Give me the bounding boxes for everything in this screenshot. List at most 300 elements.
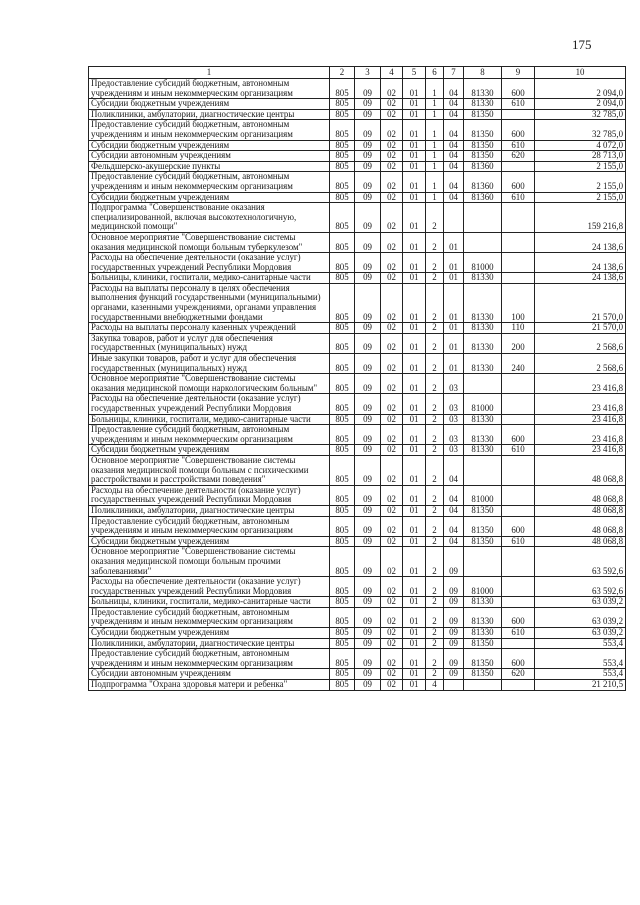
row-code-cell: 81330: [464, 628, 502, 639]
row-code-cell: 805: [330, 445, 355, 456]
table-row: [89, 505, 626, 516]
table-row: [89, 99, 626, 110]
row-code-cell: 09: [355, 354, 381, 374]
row-code-cell: 81350: [464, 649, 502, 669]
row-code-cell: 01: [444, 232, 464, 252]
row-code-cell: 81330: [464, 273, 502, 284]
table-row: [89, 425, 626, 445]
row-code-cell: 600: [502, 649, 535, 669]
table-row: [89, 597, 626, 608]
row-code-cell: 02: [381, 414, 403, 425]
table-row: [89, 516, 626, 536]
row-code-cell: 09: [355, 374, 381, 394]
row-code-cell: 81350: [464, 505, 502, 516]
row-code-cell: 1: [426, 192, 444, 203]
table-row: [89, 445, 626, 456]
column-header: 3: [355, 67, 381, 79]
row-code-cell: 09: [355, 323, 381, 334]
table-row: [89, 253, 626, 273]
row-code-cell: 02: [381, 232, 403, 252]
row-code-cell: 09: [444, 638, 464, 649]
row-code-cell: 09: [355, 597, 381, 608]
row-code-cell: 2: [426, 394, 444, 414]
row-code-cell: 200: [502, 333, 535, 353]
row-code-cell: [502, 547, 535, 577]
row-code-cell: 805: [330, 638, 355, 649]
row-code-cell: [502, 232, 535, 252]
row-amount-cell: 23 416,8: [535, 394, 626, 414]
row-amount-cell: 2 568,6: [535, 354, 626, 374]
row-code-cell: 02: [381, 273, 403, 284]
row-code-cell: 02: [381, 151, 403, 162]
row-code-cell: 01: [403, 151, 426, 162]
row-code-cell: 81330: [464, 283, 502, 322]
row-name-cell: Расходы на обеспечение деятельности (оказание услуг) государственных учреждений Республики Мордовия: [89, 485, 330, 505]
row-code-cell: 81360: [464, 161, 502, 172]
row-code-cell: 09: [355, 79, 381, 99]
row-code-cell: 610: [502, 192, 535, 203]
row-name-cell: Расходы на обеспечение деятельности (оказание услуг) государственных учреждений Республики Мордовия: [89, 394, 330, 414]
row-code-cell: 2: [426, 505, 444, 516]
row-name-cell: Субсидии бюджетным учреждениям: [89, 192, 330, 203]
table-row: [89, 669, 626, 680]
row-code-cell: 600: [502, 425, 535, 445]
table-row: [89, 109, 626, 120]
row-amount-cell: 24 138,6: [535, 253, 626, 273]
row-code-cell: 09: [355, 577, 381, 597]
row-code-cell: 81330: [464, 425, 502, 445]
row-code-cell: 03: [444, 374, 464, 394]
row-code-cell: 01: [403, 120, 426, 140]
row-code-cell: 02: [381, 109, 403, 120]
row-code-cell: 04: [444, 151, 464, 162]
row-code-cell: 02: [381, 172, 403, 192]
row-code-cell: 01: [403, 203, 426, 233]
row-code-cell: 04: [444, 192, 464, 203]
row-code-cell: 01: [444, 354, 464, 374]
row-name-cell: Основное мероприятие "Совершенствование системы оказания медицинской помощи больным прочими заболеваниями": [89, 547, 330, 577]
row-code-cell: [502, 638, 535, 649]
row-code-cell: 02: [381, 577, 403, 597]
row-code-cell: 81350: [464, 109, 502, 120]
row-code-cell: [464, 680, 502, 691]
row-code-cell: [502, 680, 535, 691]
row-code-cell: 04: [444, 505, 464, 516]
row-name-cell: Субсидии бюджетным учреждениям: [89, 140, 330, 151]
row-code-cell: 09: [355, 120, 381, 140]
row-name-cell: Предоставление субсидий бюджетным, автономным учреждениям и иным некоммерческим организациям: [89, 607, 330, 627]
row-code-cell: 01: [403, 536, 426, 547]
row-code-cell: 01: [403, 547, 426, 577]
row-code-cell: 01: [403, 253, 426, 273]
row-code-cell: 805: [330, 232, 355, 252]
row-code-cell: 240: [502, 354, 535, 374]
row-code-cell: 610: [502, 99, 535, 110]
row-code-cell: 09: [355, 607, 381, 627]
row-name-cell: Иные закупки товаров, работ и услуг для обеспечения государственных (муниципальных) нужд: [89, 354, 330, 374]
row-code-cell: 02: [381, 333, 403, 353]
row-code-cell: 01: [444, 273, 464, 284]
row-code-cell: 2: [426, 323, 444, 334]
row-code-cell: [464, 232, 502, 252]
column-header: 8: [464, 67, 502, 79]
row-code-cell: 81350: [464, 516, 502, 536]
row-code-cell: 805: [330, 577, 355, 597]
row-code-cell: [502, 273, 535, 284]
row-code-cell: 01: [403, 597, 426, 608]
row-code-cell: 2: [426, 516, 444, 536]
row-code-cell: 81000: [464, 485, 502, 505]
table-row: [89, 649, 626, 669]
row-code-cell: 04: [444, 516, 464, 536]
row-code-cell: 02: [381, 283, 403, 322]
row-code-cell: 81350: [464, 638, 502, 649]
table-row: [89, 547, 626, 577]
row-amount-cell: 21 570,0: [535, 283, 626, 322]
table-row: [89, 283, 626, 322]
row-code-cell: 01: [403, 485, 426, 505]
row-amount-cell: 2 094,0: [535, 79, 626, 99]
row-code-cell: 81330: [464, 79, 502, 99]
row-code-cell: 01: [403, 455, 426, 485]
row-code-cell: 4: [426, 680, 444, 691]
row-code-cell: 805: [330, 425, 355, 445]
row-amount-cell: 48 068,8: [535, 485, 626, 505]
budget-table: [88, 66, 626, 691]
row-code-cell: 09: [355, 485, 381, 505]
table-row: [89, 394, 626, 414]
row-code-cell: 805: [330, 680, 355, 691]
row-code-cell: 2: [426, 638, 444, 649]
row-code-cell: 01: [403, 323, 426, 334]
row-code-cell: 805: [330, 273, 355, 284]
row-code-cell: 01: [403, 99, 426, 110]
row-code-cell: 09: [355, 232, 381, 252]
row-name-cell: Предоставление субсидий бюджетным, автономным учреждениям и иным некоммерческим организациям: [89, 425, 330, 445]
column-header: 7: [444, 67, 464, 79]
row-code-cell: 81330: [464, 333, 502, 353]
row-code-cell: 81350: [464, 669, 502, 680]
row-code-cell: 02: [381, 516, 403, 536]
row-code-cell: 81330: [464, 607, 502, 627]
row-code-cell: 81350: [464, 536, 502, 547]
row-code-cell: 2: [426, 203, 444, 233]
row-code-cell: 03: [444, 394, 464, 414]
row-code-cell: 1: [426, 172, 444, 192]
row-code-cell: 01: [444, 253, 464, 273]
row-code-cell: 02: [381, 354, 403, 374]
row-code-cell: [464, 203, 502, 233]
row-name-cell: Предоставление субсидий бюджетным, автономным учреждениям и иным некоммерческим организациям: [89, 649, 330, 669]
row-code-cell: 805: [330, 161, 355, 172]
row-name-cell: Подпрограмма "Охрана здоровья матери и ребенка": [89, 680, 330, 691]
row-code-cell: 09: [444, 607, 464, 627]
row-code-cell: 805: [330, 192, 355, 203]
row-code-cell: 01: [444, 283, 464, 322]
row-code-cell: 805: [330, 140, 355, 151]
row-code-cell: 805: [330, 172, 355, 192]
row-code-cell: 81330: [464, 99, 502, 110]
column-header: 5: [403, 67, 426, 79]
row-code-cell: 02: [381, 638, 403, 649]
row-amount-cell: 553,4: [535, 669, 626, 680]
row-code-cell: 01: [403, 232, 426, 252]
row-code-cell: 04: [444, 536, 464, 547]
row-code-cell: 2: [426, 354, 444, 374]
row-amount-cell: 2 155,0: [535, 161, 626, 172]
row-code-cell: 610: [502, 536, 535, 547]
row-code-cell: 09: [444, 669, 464, 680]
row-code-cell: 02: [381, 192, 403, 203]
row-code-cell: 805: [330, 505, 355, 516]
row-code-cell: 81350: [464, 151, 502, 162]
row-name-cell: Больницы, клиники, госпитали, медико-санитарные части: [89, 414, 330, 425]
row-amount-cell: 23 416,8: [535, 445, 626, 456]
row-code-cell: 81350: [464, 140, 502, 151]
row-amount-cell: 63 039,2: [535, 597, 626, 608]
row-code-cell: 805: [330, 394, 355, 414]
row-code-cell: 01: [403, 628, 426, 639]
row-code-cell: 02: [381, 536, 403, 547]
row-name-cell: Субсидии автономным учреждениям: [89, 669, 330, 680]
row-code-cell: 805: [330, 109, 355, 120]
row-code-cell: 2: [426, 445, 444, 456]
row-code-cell: 09: [355, 394, 381, 414]
row-code-cell: 09: [355, 333, 381, 353]
row-code-cell: 03: [444, 445, 464, 456]
row-code-cell: 09: [355, 649, 381, 669]
row-amount-cell: 2 094,0: [535, 99, 626, 110]
row-code-cell: 02: [381, 394, 403, 414]
row-amount-cell: 159 216,8: [535, 203, 626, 233]
row-code-cell: 09: [355, 536, 381, 547]
row-code-cell: 02: [381, 374, 403, 394]
table-body: [89, 79, 626, 691]
row-code-cell: 01: [403, 680, 426, 691]
row-code-cell: [502, 394, 535, 414]
table-row: [89, 273, 626, 284]
row-code-cell: 04: [444, 99, 464, 110]
row-code-cell: 620: [502, 669, 535, 680]
row-code-cell: 01: [403, 516, 426, 536]
table-row: [89, 140, 626, 151]
row-code-cell: 2: [426, 425, 444, 445]
row-amount-cell: 2 568,6: [535, 333, 626, 353]
row-code-cell: 02: [381, 140, 403, 151]
row-code-cell: 2: [426, 333, 444, 353]
row-code-cell: 09: [355, 283, 381, 322]
row-code-cell: 01: [403, 505, 426, 516]
table-row: [89, 354, 626, 374]
row-code-cell: 02: [381, 203, 403, 233]
row-code-cell: 01: [403, 333, 426, 353]
row-amount-cell: 24 138,6: [535, 273, 626, 284]
row-code-cell: 600: [502, 516, 535, 536]
row-code-cell: 09: [355, 192, 381, 203]
row-code-cell: 805: [330, 516, 355, 536]
row-name-cell: Субсидии автономным учреждениям: [89, 151, 330, 162]
row-code-cell: 100: [502, 283, 535, 322]
table-row: [89, 79, 626, 99]
row-code-cell: 2: [426, 577, 444, 597]
row-code-cell: 09: [444, 628, 464, 639]
row-code-cell: [502, 597, 535, 608]
row-name-cell: Расходы на обеспечение деятельности (оказание услуг) государственных учреждений Республики Мордовия: [89, 577, 330, 597]
row-code-cell: 2: [426, 607, 444, 627]
row-code-cell: 805: [330, 354, 355, 374]
row-code-cell: 02: [381, 455, 403, 485]
row-code-cell: 2: [426, 232, 444, 252]
row-code-cell: 02: [381, 323, 403, 334]
row-code-cell: 01: [403, 172, 426, 192]
row-code-cell: 09: [444, 597, 464, 608]
table-row: [89, 577, 626, 597]
row-code-cell: 01: [403, 394, 426, 414]
row-amount-cell: 48 068,8: [535, 536, 626, 547]
row-code-cell: 2: [426, 253, 444, 273]
row-code-cell: 09: [355, 425, 381, 445]
row-code-cell: 09: [355, 505, 381, 516]
row-amount-cell: 63 592,6: [535, 547, 626, 577]
table-row: [89, 120, 626, 140]
table-row: [89, 323, 626, 334]
row-name-cell: Больницы, клиники, госпитали, медико-санитарные части: [89, 597, 330, 608]
table-row: [89, 680, 626, 691]
row-amount-cell: 28 713,0: [535, 151, 626, 162]
row-code-cell: 04: [444, 79, 464, 99]
row-code-cell: 805: [330, 203, 355, 233]
row-code-cell: 01: [403, 354, 426, 374]
row-amount-cell: 23 416,8: [535, 414, 626, 425]
row-code-cell: 805: [330, 536, 355, 547]
row-code-cell: 620: [502, 151, 535, 162]
table-row: [89, 628, 626, 639]
row-code-cell: 2: [426, 273, 444, 284]
row-code-cell: [502, 485, 535, 505]
row-code-cell: 09: [444, 649, 464, 669]
row-code-cell: 02: [381, 597, 403, 608]
row-code-cell: 09: [355, 203, 381, 233]
row-amount-cell: 23 416,8: [535, 425, 626, 445]
row-code-cell: 09: [355, 109, 381, 120]
row-code-cell: 01: [403, 140, 426, 151]
row-code-cell: 805: [330, 414, 355, 425]
row-code-cell: [502, 161, 535, 172]
row-code-cell: 09: [444, 577, 464, 597]
row-code-cell: 04: [444, 109, 464, 120]
row-code-cell: 600: [502, 79, 535, 99]
row-code-cell: 04: [444, 485, 464, 505]
row-code-cell: 01: [403, 273, 426, 284]
row-code-cell: 03: [444, 414, 464, 425]
table-row: [89, 638, 626, 649]
row-code-cell: 1: [426, 151, 444, 162]
row-name-cell: Закупка товаров, работ и услуг для обеспечения государственных (муниципальных) нужд: [89, 333, 330, 353]
column-header: 6: [426, 67, 444, 79]
row-code-cell: 09: [355, 140, 381, 151]
row-code-cell: [464, 547, 502, 577]
row-name-cell: Субсидии бюджетным учреждениям: [89, 536, 330, 547]
row-code-cell: 02: [381, 485, 403, 505]
row-code-cell: 805: [330, 374, 355, 394]
row-amount-cell: 553,4: [535, 649, 626, 669]
row-amount-cell: 48 068,8: [535, 516, 626, 536]
row-code-cell: 09: [355, 253, 381, 273]
row-code-cell: 610: [502, 140, 535, 151]
row-amount-cell: 4 072,0: [535, 140, 626, 151]
row-name-cell: Предоставление субсидий бюджетным, автономным учреждениям и иным некоммерческим организациям: [89, 172, 330, 192]
row-amount-cell: 24 138,6: [535, 232, 626, 252]
row-code-cell: 09: [355, 151, 381, 162]
row-code-cell: 805: [330, 333, 355, 353]
row-code-cell: 805: [330, 253, 355, 273]
row-amount-cell: 63 039,2: [535, 607, 626, 627]
row-code-cell: [502, 109, 535, 120]
row-code-cell: [464, 455, 502, 485]
row-code-cell: 81360: [464, 172, 502, 192]
row-name-cell: Основное мероприятие "Совершенствование системы оказания медицинской помощи больным туберкулезом": [89, 232, 330, 252]
row-code-cell: 81330: [464, 445, 502, 456]
row-name-cell: Поликлиники, амбулатории, диагностические центры: [89, 505, 330, 516]
row-code-cell: 09: [355, 547, 381, 577]
row-code-cell: 81000: [464, 394, 502, 414]
row-code-cell: 04: [444, 120, 464, 140]
row-code-cell: 805: [330, 455, 355, 485]
row-code-cell: 02: [381, 99, 403, 110]
row-code-cell: 01: [403, 414, 426, 425]
row-code-cell: 01: [403, 649, 426, 669]
row-code-cell: 805: [330, 120, 355, 140]
row-code-cell: 2: [426, 374, 444, 394]
row-code-cell: 09: [355, 628, 381, 639]
row-code-cell: 805: [330, 79, 355, 99]
row-code-cell: 805: [330, 547, 355, 577]
row-code-cell: 09: [355, 172, 381, 192]
row-code-cell: 03: [444, 425, 464, 445]
row-code-cell: 1: [426, 99, 444, 110]
row-code-cell: 805: [330, 485, 355, 505]
row-code-cell: 01: [403, 607, 426, 627]
row-amount-cell: 2 155,0: [535, 172, 626, 192]
row-name-cell: Подпрограмма "Совершенствование оказания специализированной, включая высокотехнологичную, медицинской помощи": [89, 203, 330, 233]
row-code-cell: 805: [330, 323, 355, 334]
row-code-cell: 02: [381, 120, 403, 140]
row-code-cell: 1: [426, 79, 444, 99]
row-code-cell: 02: [381, 680, 403, 691]
row-name-cell: Расходы на выплаты персоналу казенных учреждений: [89, 323, 330, 334]
column-header: 4: [381, 67, 403, 79]
table-row: [89, 161, 626, 172]
row-code-cell: 2: [426, 414, 444, 425]
row-code-cell: 805: [330, 283, 355, 322]
row-code-cell: 01: [444, 323, 464, 334]
row-code-cell: 600: [502, 607, 535, 627]
row-code-cell: 81330: [464, 323, 502, 334]
row-amount-cell: 48 068,8: [535, 455, 626, 485]
row-amount-cell: 32 785,0: [535, 109, 626, 120]
table-row: [89, 232, 626, 252]
row-code-cell: 81360: [464, 192, 502, 203]
row-code-cell: 01: [403, 669, 426, 680]
row-name-cell: Субсидии бюджетным учреждениям: [89, 445, 330, 456]
row-code-cell: 01: [403, 445, 426, 456]
row-code-cell: 02: [381, 445, 403, 456]
row-code-cell: [444, 203, 464, 233]
row-code-cell: 805: [330, 99, 355, 110]
table-row: [89, 203, 626, 233]
row-name-cell: Субсидии бюджетным учреждениям: [89, 628, 330, 639]
row-amount-cell: 32 785,0: [535, 120, 626, 140]
